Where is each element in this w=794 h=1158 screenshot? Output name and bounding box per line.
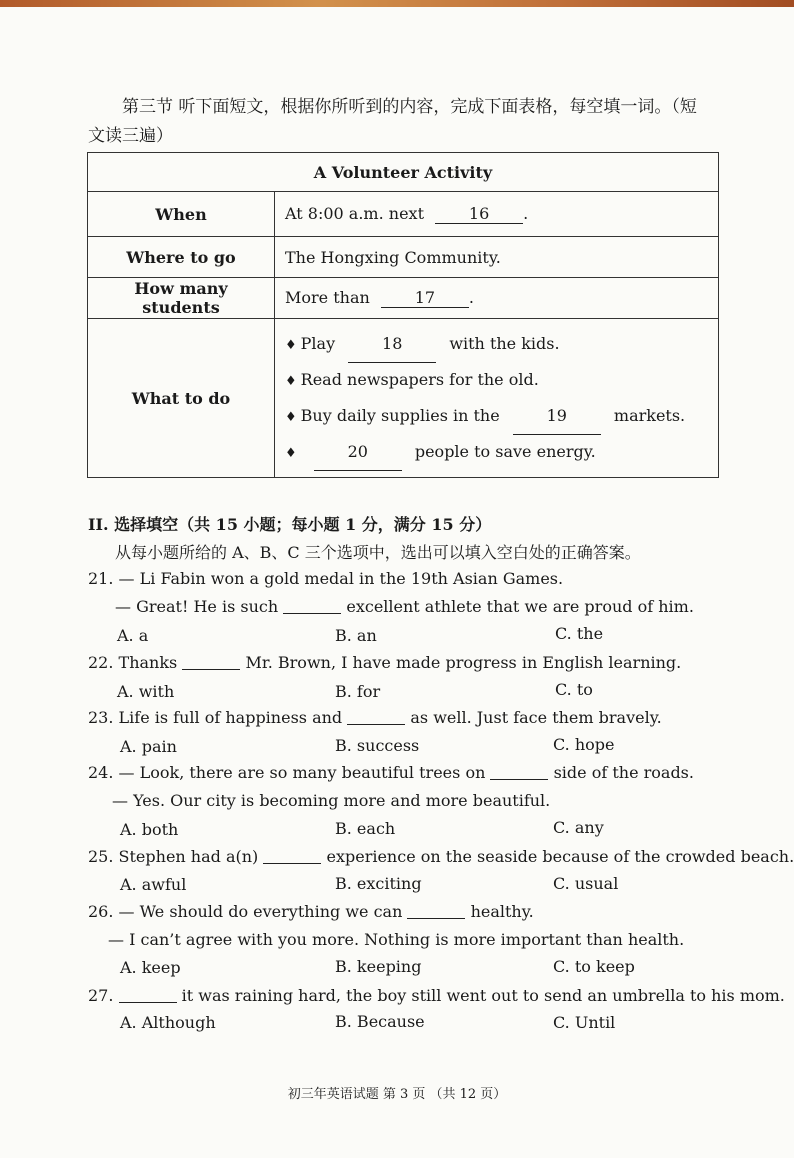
bullet-item-1: ♦ Play 18 with the kids. bbox=[285, 326, 708, 362]
volunteer-activity-table bbox=[87, 152, 719, 478]
q23-option-a: A. pain bbox=[120, 737, 177, 756]
q25-option-a: A. awful bbox=[120, 875, 187, 894]
answer-blank bbox=[347, 708, 405, 725]
diamond-bullet-icon: ♦ bbox=[285, 446, 297, 461]
when-value: At 8:00 a.m. next 16 . bbox=[275, 192, 719, 237]
q26-option-b: B. keeping bbox=[335, 957, 422, 976]
blank-19: 19 bbox=[513, 398, 601, 435]
blank-16: 16 bbox=[435, 204, 523, 224]
q26-option-c: C. to keep bbox=[553, 957, 635, 976]
where-label: Where to go bbox=[88, 237, 275, 278]
when-prefix: At 8:00 a.m. next bbox=[285, 204, 424, 223]
q26-option-a: A. keep bbox=[120, 958, 181, 977]
q24-option-b: B. each bbox=[335, 819, 396, 838]
bullet-item-2: ♦ Read newspapers for the old. bbox=[285, 370, 539, 389]
page-footer: 初三年英语试题 第 3 页 （共 12 页） bbox=[287, 1087, 507, 1102]
q22-option-c: C. to bbox=[555, 680, 593, 699]
q25-option-c: C. usual bbox=[553, 874, 619, 893]
diamond-bullet-icon: ♦ bbox=[285, 374, 297, 389]
q22-stem: 22. Thanks Mr. Brown, I have made progress in English learning. bbox=[88, 653, 682, 672]
q25-stem: 25. Stephen had a(n) experience on the seaside because of the crowded beach. bbox=[88, 847, 794, 866]
q23-option-c: C. hope bbox=[553, 735, 615, 754]
blank-20: 20 bbox=[314, 434, 402, 471]
q25-option-b: B. exciting bbox=[335, 874, 422, 893]
when-label: When bbox=[88, 192, 275, 237]
q24-line-2: — Yes. Our city is becoming more and more beautiful. bbox=[112, 791, 551, 810]
q21-option-b: B. an bbox=[335, 626, 377, 645]
q24-option-a: A. both bbox=[120, 820, 179, 839]
howmany-label: How many students bbox=[88, 278, 275, 319]
q27-stem: 27. it was raining hard, the boy still went out to send an umbrella to his mom. bbox=[88, 986, 785, 1005]
diamond-bullet-icon: ♦ bbox=[285, 338, 297, 353]
section-heading: II. 选择填空（共 15 小题；每小题 1 分，满分 15 分） bbox=[88, 515, 492, 534]
q27-option-a: A. Although bbox=[120, 1013, 216, 1032]
answer-blank bbox=[407, 902, 465, 919]
q24-line-1: 24. — Look, there are so many beautiful trees on side of the roads. bbox=[88, 763, 694, 782]
top-edge-band bbox=[0, 0, 794, 7]
q22-option-a: A. with bbox=[117, 682, 175, 701]
q23-option-b: B. success bbox=[335, 736, 420, 755]
q26-line-2: — I can’t agree with you more. Nothing is more important than health. bbox=[108, 930, 685, 949]
bullet-item-4: ♦ 20 people to save energy. bbox=[285, 434, 708, 470]
whattodo-list bbox=[275, 319, 719, 478]
howmany-value: More than 17 . bbox=[275, 278, 719, 319]
answer-blank bbox=[283, 597, 341, 614]
q26-line-1: 26. — We should do everything we can healthy. bbox=[88, 902, 534, 921]
q21-line-2: — Great! He is such excellent athlete that we are proud of him. bbox=[115, 597, 694, 616]
answer-blank bbox=[263, 847, 321, 864]
answer-blank bbox=[119, 986, 177, 1003]
q27-option-b: B. Because bbox=[335, 1012, 425, 1031]
blank-17: 17 bbox=[381, 288, 469, 308]
bullet-item-3: ♦ Buy daily supplies in the 19 markets. bbox=[285, 398, 708, 434]
q22-option-b: B. for bbox=[335, 682, 381, 701]
howmany-prefix: More than bbox=[285, 288, 370, 307]
blank-18: 18 bbox=[348, 326, 436, 363]
q24-option-c: C. any bbox=[553, 818, 604, 837]
section-instruction: 从每小题所给的 A、B、C 三个选项中，选出可以填入空白处的正确答案。 bbox=[115, 543, 641, 562]
q21-option-a: A. a bbox=[117, 626, 149, 645]
answer-blank bbox=[182, 653, 240, 670]
diamond-bullet-icon: ♦ bbox=[285, 410, 297, 425]
q21-option-c: C. the bbox=[555, 624, 604, 643]
q23-stem: 23. Life is full of happiness and as well. Just face them bravely. bbox=[88, 708, 662, 727]
whattodo-label: What to do bbox=[88, 319, 275, 478]
where-value: The Hongxing Community. bbox=[275, 237, 719, 278]
q21-line-1: 21. — Li Fabin won a gold medal in the 19th Asian Games. bbox=[88, 569, 564, 588]
table-title: A Volunteer Activity bbox=[88, 153, 719, 192]
instruction-line-2: 文读三遍） bbox=[88, 126, 173, 146]
instruction-line-1: 第三节 听下面短文，根据你所听到的内容，完成下面表格，每空填一词。（短 bbox=[122, 97, 697, 117]
answer-blank bbox=[490, 763, 548, 780]
q27-option-c: C. Until bbox=[553, 1013, 616, 1032]
